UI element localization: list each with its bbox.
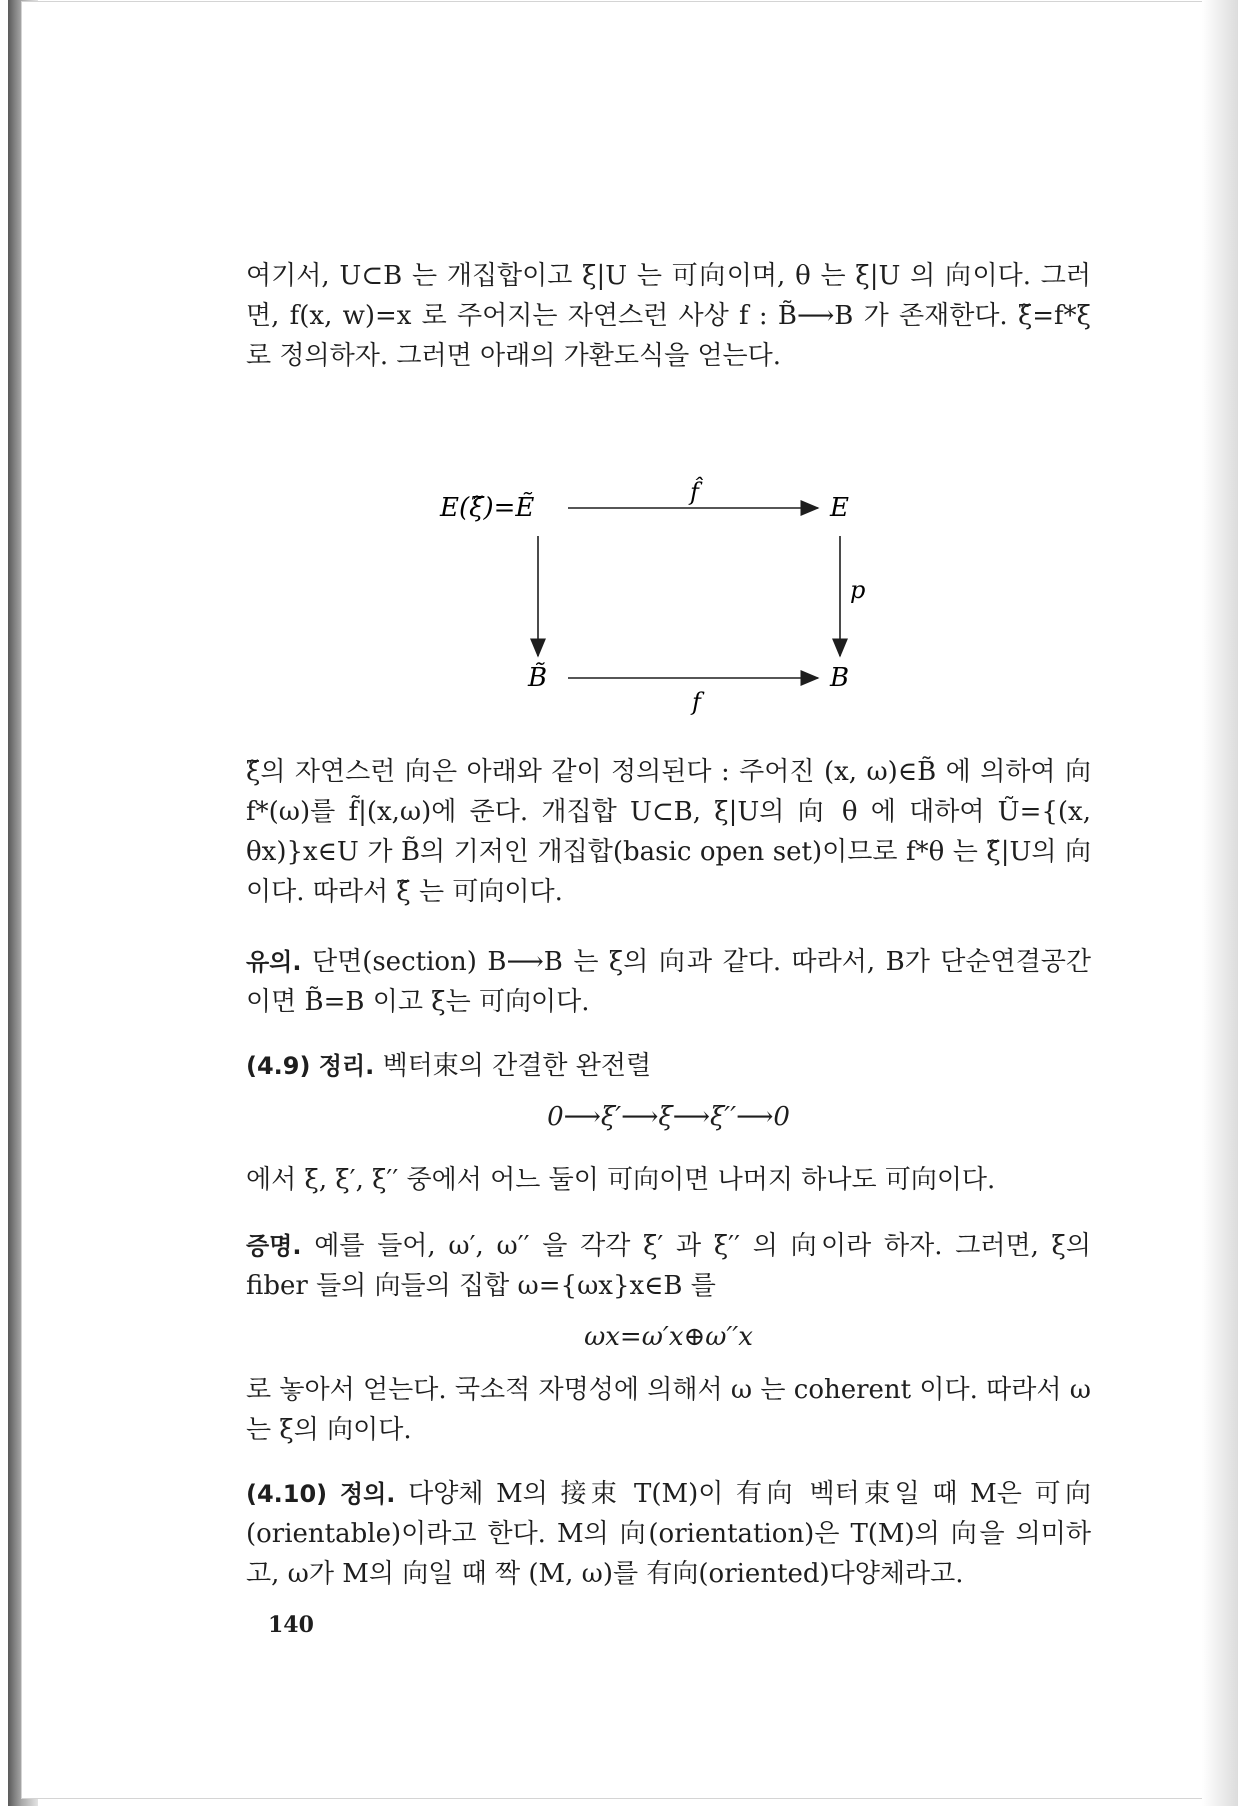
diagram-top-left: E(ξ̃)=Ẽ — [440, 493, 535, 523]
theorem — [246, 1046, 1091, 1086]
paragraph-2-text: ξ̃의 자연스런 向은 아래와 같이 정의된다 : 주어진 (x, ω)∈B̃ 에 의하여 向 f*(ω)를 f̃|(x,ω)에 준다. 개집합 U⊂B, ξ|U의 向 θ 에 대하여 Ũ={(x, θx)}x∈U 가 B̃의 기저인 개집합(basic open set)이므로 f*θ 는 ξ̃|U의 向이다. 따라서 ξ̃ 는 可向이다. — [246, 757, 1091, 907]
paragraph-3-text: 에서 ξ, ξ′, ξ′′ 중에서 어느 둘이 可向이면 나머지 하나도 可向이다. — [246, 1165, 996, 1195]
definition-text: 다양체 M의 接束 T(M)이 有向 벡터束일 때 M은 可向(orientable)이라고 한다. M의 向(orientation)은 T(M)의 向을 의미하고, ω가 M의 向일 때 짝 (M, ω)를 有向(oriented)다양체라고. — [246, 1479, 1092, 1589]
theorem-label: (4.9) 정리. — [246, 1052, 375, 1080]
remark-text: 단면(section) B⟶B 는 ξ의 向과 같다. 따라서, B가 단순연결공간이면 B̃=B 이고 ξ는 可向이다. — [246, 947, 1091, 1017]
diagram-bottom-arrow-label: f — [692, 688, 701, 716]
diagram-top-right: E — [830, 493, 849, 523]
page-number: 140 — [268, 1612, 314, 1638]
remark — [246, 942, 1091, 1022]
paragraph-1 — [246, 256, 1091, 376]
exact-sequence: 0⟶ξ′⟶ξ⟶ξ′′⟶0 — [547, 1102, 790, 1132]
remark-label: 유의. — [246, 948, 302, 976]
commutative-diagram — [420, 470, 866, 716]
definition — [246, 1474, 1091, 1594]
diagram-bottom-left: B̃ — [528, 663, 548, 693]
proof — [246, 1226, 1091, 1306]
paragraph-1-text: 여기서, U⊂B 는 개집합이고 ξ|U 는 可向이며, θ 는 ξ|U 의 向이다. 그러면, f(x, w)=x 로 주어지는 자연스런 사상 f : B̃⟶B 가 존재한다. ξ̃=f*ξ 로 정의하자. 그러면 아래의 가환도식을 얻는다. — [246, 261, 1091, 371]
proof-label: 증명. — [246, 1232, 302, 1260]
orientation-equation: ωx=ω′x⊕ω′′x — [584, 1322, 753, 1352]
paragraph-4-text: 로 놓아서 얻는다. 국소적 자명성에 의해서 ω 는 coherent 이다. 따라서 ω 는 ξ의 向이다. — [246, 1375, 1091, 1445]
definition-label: (4.10) 정의. — [246, 1480, 396, 1508]
theorem-text: 벡터束의 간결한 완전렬 — [382, 1051, 652, 1081]
paragraph-2 — [246, 752, 1091, 912]
paragraph-4 — [246, 1370, 1091, 1450]
paragraph-3 — [246, 1160, 1091, 1200]
proof-text: 예를 들어, ω′, ω′′ 을 각각 ξ′ 과 ξ′′ 의 向이라 하자. 그러면, ξ의 fiber 들의 向들의 집합 ω={ωx}x∈B 를 — [246, 1231, 1091, 1301]
page-edge-shade — [1202, 0, 1238, 1806]
diagram-bottom-right: B — [830, 663, 850, 693]
diagram-top-arrow-label: f̂ — [690, 478, 699, 506]
diagram-right-arrow-label: p — [850, 576, 866, 604]
